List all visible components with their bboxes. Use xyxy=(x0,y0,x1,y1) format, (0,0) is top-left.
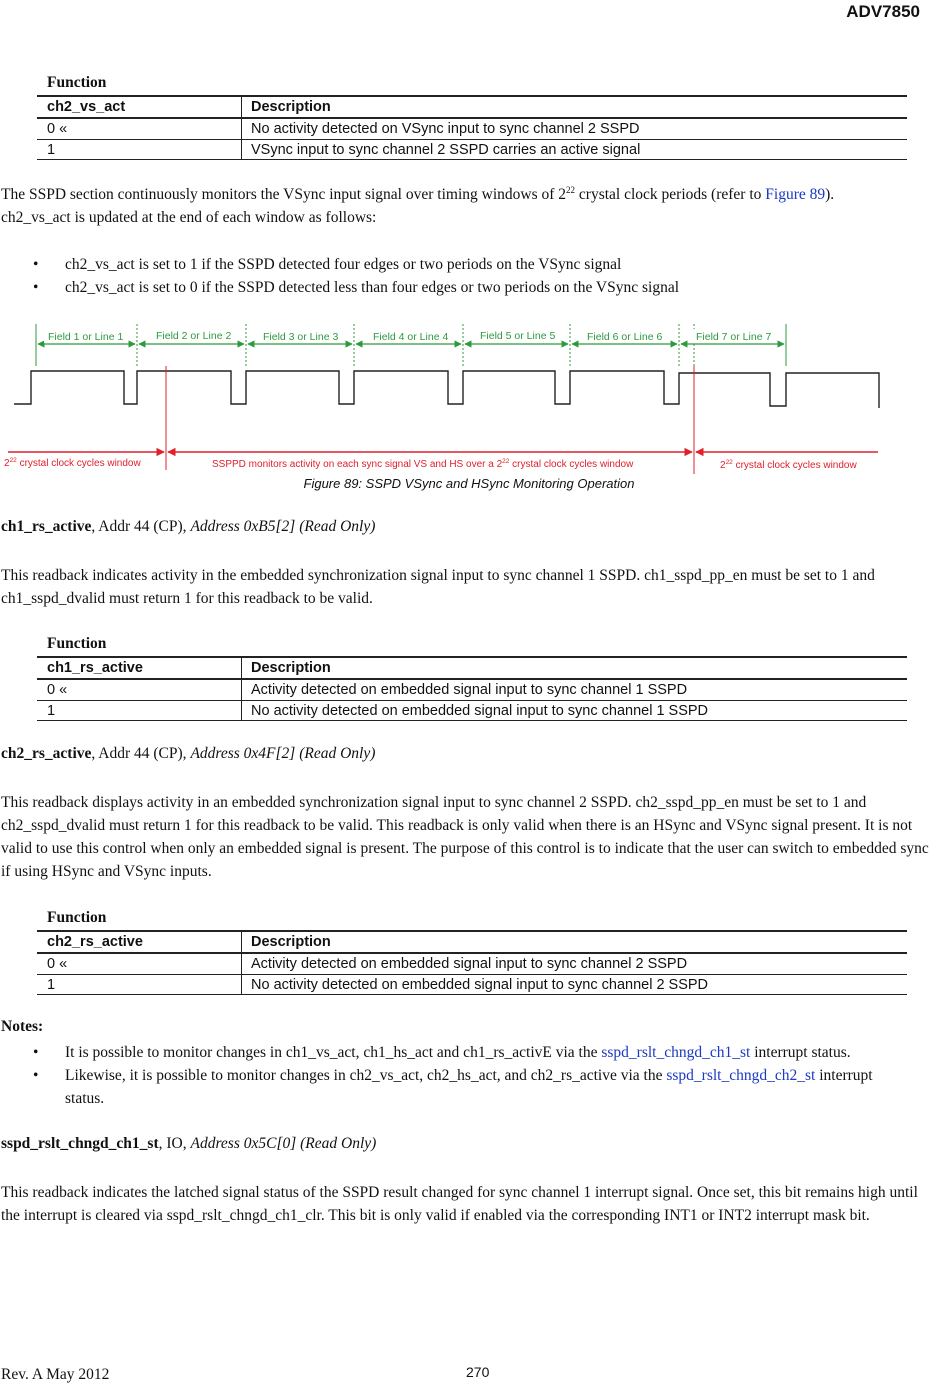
header-cell-description: Description xyxy=(251,99,331,115)
table-column-divider xyxy=(241,932,242,995)
function-table-ch1-rs-active xyxy=(37,635,907,721)
table-row xyxy=(37,680,907,700)
field-label: Field 4 or Line 4 xyxy=(373,331,449,343)
register-addr: , Addr 44 (CP), xyxy=(91,518,191,535)
window-label-left: $2^{22}$ crystal clock cycles window xyxy=(4,457,141,469)
row-description: No activity detected on embedded signal input to sync channel 2 SSPD xyxy=(251,977,709,993)
register-address: Address 0x4F[2] (Read Only) xyxy=(190,745,376,762)
field-labels xyxy=(44,328,774,343)
list-item-text: ch2_vs_act is set to 0 if the SSPD detected less than four edges or two periods on the VSync signal xyxy=(65,279,680,296)
window-label-right: $2^{22}$ crystal clock cycles window xyxy=(720,459,857,471)
header-cell-register: ch1_rs_active xyxy=(47,660,143,676)
register-addr: , Addr 44 (CP), xyxy=(91,745,191,762)
document-header-title: ADV7850 xyxy=(846,2,920,21)
function-table-ch2-vs-act xyxy=(37,74,907,160)
register-address: Address 0xB5[2] (Read Only) xyxy=(190,518,376,535)
list-item xyxy=(1,276,931,299)
sspd-rslt-chngd-ch1-st-link[interactable]: sspd_rslt_chngd_ch1_st xyxy=(601,1044,751,1061)
table-header-row xyxy=(37,658,907,678)
paragraph-text: ch2_vs_act is updated at the end of each window as follows: xyxy=(1,209,377,226)
row-value: 1 xyxy=(47,142,56,158)
table-row xyxy=(37,975,907,995)
table-bottom-rule xyxy=(37,994,907,995)
vsync-waveform xyxy=(14,371,879,408)
table-bottom-rule xyxy=(37,159,907,160)
sspd-bullet-list xyxy=(1,253,931,299)
table-caption: Function xyxy=(47,74,107,91)
paragraph-text: The SSPD section continuously monitors the VSync input signal over timing windows of 2 xyxy=(1,186,567,203)
bullet-icon: • xyxy=(33,279,39,296)
notes-list xyxy=(1,1041,931,1110)
register-name: sspd_rslt_chngd_ch1_st xyxy=(1,1135,159,1152)
ch1-rs-active-paragraph: This readback indicates activity in the embedded synchronization signal input to sync channel 1 SSPD. ch1_sspd_pp_en must be set to 1 and ch1_sspd_dvalid must return 1 for this readback to be valid. xyxy=(1,567,875,607)
field-label: Field 5 or Line 5 xyxy=(480,330,556,342)
row-description: VSync input to sync channel 2 SSPD carries an active signal xyxy=(251,142,641,158)
field-label: Field 2 or Line 2 xyxy=(156,330,232,342)
field-label: Field 1 or Line 1 xyxy=(48,331,124,343)
table-column-divider xyxy=(241,658,242,721)
row-description: No activity detected on VSync input to sync channel 2 SSPD xyxy=(251,121,640,137)
table-bottom-rule xyxy=(37,720,907,721)
table-header-row xyxy=(37,97,907,117)
row-description: No activity detected on embedded signal input to sync channel 1 SSPD xyxy=(251,703,709,719)
table-header-row xyxy=(37,932,907,952)
list-item xyxy=(1,253,931,276)
window-labels xyxy=(4,457,857,471)
row-value: 0 « xyxy=(47,956,68,972)
header-cell-register: ch2_vs_act xyxy=(47,99,126,115)
sspd-rslt-chngd-paragraph: This readback indicates the latched signal status of the SSPD result changed for sync channel 1 interrupt signal. Once set, this bit remains high until the interrupt is cleared via sspd_rslt_chngd_ch1_clr. This bit is only valid if enabled via the corresponding INT1 or INT2 interrupt mask bit. xyxy=(1,1184,918,1224)
list-item-text: ch2_vs_act is set to 1 if the SSPD detected four edges or two periods on the VSync signal xyxy=(65,256,622,273)
list-item xyxy=(1,1064,895,1110)
paragraph-text: crystal clock periods (refer to xyxy=(575,186,766,203)
row-value: 0 « xyxy=(47,682,68,698)
row-description: Activity detected on embedded signal input to sync channel 1 SSPD xyxy=(251,682,688,698)
header-cell-register: ch2_rs_active xyxy=(47,934,143,950)
list-item-text: Likewise, it is possible to monitor changes in ch2_vs_act, ch2_hs_act, and ch2_rs_active via the xyxy=(65,1067,667,1084)
field-label: Field 7 or Line 7 xyxy=(696,331,772,343)
table-caption: Function xyxy=(47,909,107,926)
register-title-ch1-rs-active xyxy=(1,518,375,536)
row-description: Activity detected on embedded signal input to sync channel 2 SSPD xyxy=(251,956,688,972)
register-address: Address 0x5C[0] (Read Only) xyxy=(190,1135,377,1152)
register-name: ch2_rs_active xyxy=(1,745,92,762)
row-value: 1 xyxy=(47,703,56,719)
list-item xyxy=(1,1041,931,1064)
header-cell-description: Description xyxy=(251,660,331,676)
bullet-icon: • xyxy=(33,256,39,273)
list-item-text: It is possible to monitor changes in ch1_vs_act, ch1_hs_act and ch1_rs_activE via the xyxy=(65,1044,602,1061)
function-table-ch2-rs-active xyxy=(37,909,907,995)
superscript-exponent: 22 xyxy=(566,184,576,195)
bullet-icon: • xyxy=(33,1067,39,1084)
notes-title: Notes: xyxy=(1,1018,44,1035)
field-label: Field 6 or Line 6 xyxy=(587,331,663,343)
table-row xyxy=(37,701,907,721)
footer-page-number: 270 xyxy=(466,1364,490,1380)
figure-caption: Figure 89: SSPD VSync and HSync Monitoring Operation xyxy=(303,476,635,491)
table-row xyxy=(37,140,907,160)
ch2-rs-active-paragraph: This readback displays activity in an embedded synchronization signal input to sync channel 2 SSPD. ch2_sspd_pp_en must be set to 1 and ch2_sspd_dvalid must return 1 for this readback to be valid. This readback is only valid when there is an HSync and VSync signal present. It is not valid to use this control when only an embedded signal is present. The purpose of this control is to indicate that the user can switch to embedded sync if using HSync and VSync inputs. xyxy=(1,794,929,880)
paragraph-text: ). xyxy=(825,186,835,203)
list-item-text: interrupt status. xyxy=(750,1044,851,1061)
table-row xyxy=(37,119,907,139)
figure-89-timing-diagram xyxy=(0,318,950,478)
register-title-sspd-rslt-chngd-ch1-st xyxy=(1,1135,376,1153)
sspd-rslt-chngd-ch2-st-link[interactable]: sspd_rslt_chngd_ch2_st xyxy=(666,1067,816,1084)
register-addr: , IO, xyxy=(158,1135,191,1152)
footer-revision: Rev. A May 2012 xyxy=(1,1366,110,1383)
register-title-ch2-rs-active xyxy=(1,745,375,763)
table-column-divider xyxy=(241,97,242,160)
row-value: 1 xyxy=(47,977,56,993)
window-label-middle: SSPPD monitors activity on each sync signal VS and HS over a $2^{22}$ crystal clock cycles window xyxy=(212,458,634,470)
window-boundaries xyxy=(166,366,694,474)
register-name: ch1_rs_active xyxy=(1,518,92,535)
figure-89-link[interactable]: Figure 89 xyxy=(765,186,826,203)
field-label: Field 3 or Line 3 xyxy=(263,331,339,343)
table-row xyxy=(37,954,907,974)
table-caption: Function xyxy=(47,635,107,652)
sspd-description-paragraph xyxy=(1,183,931,229)
header-cell-description: Description xyxy=(251,934,331,950)
bullet-icon: • xyxy=(33,1044,39,1061)
row-value: 0 « xyxy=(47,121,68,137)
list-item-text: interrupt status. xyxy=(65,1067,873,1107)
